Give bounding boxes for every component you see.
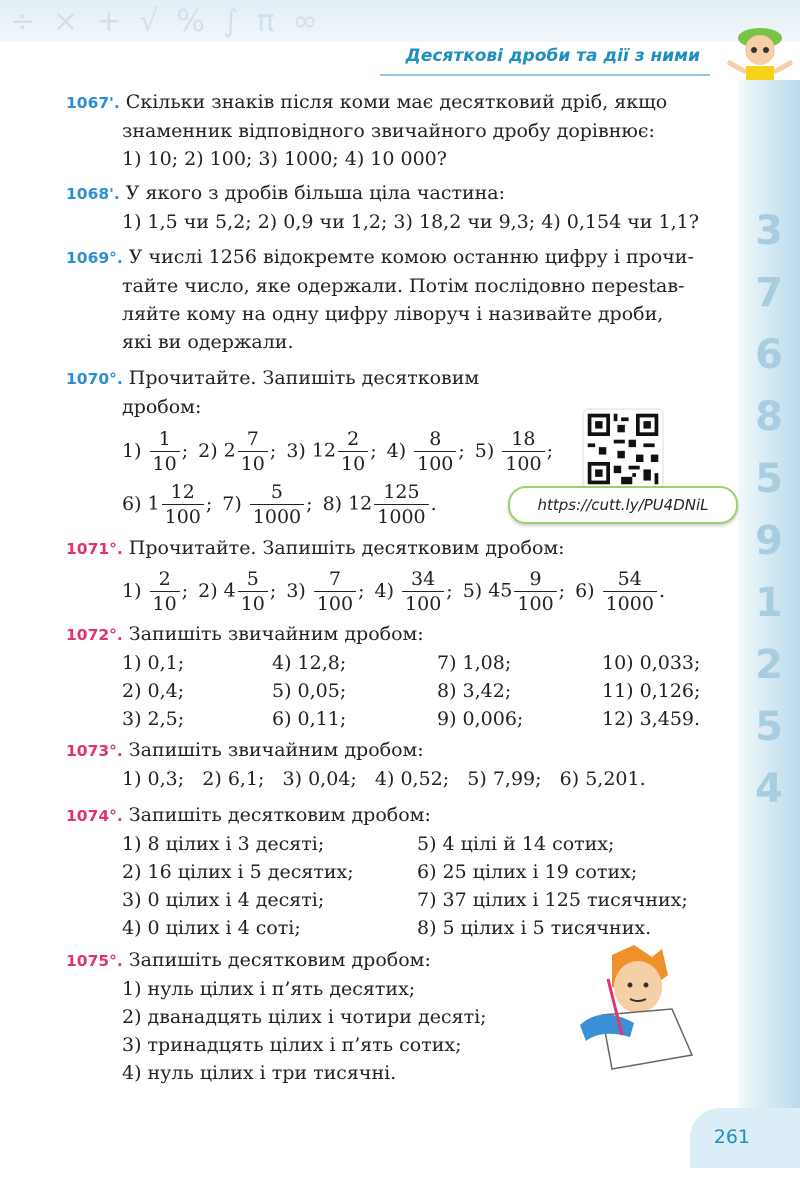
exercise-number: 1073°.: [66, 742, 123, 760]
exercise-number: 1075°.: [66, 952, 123, 970]
fraction-separator: ;: [546, 439, 553, 462]
exercise-text: У якого з дробів більша ціла частина:: [125, 182, 506, 204]
exercise-text: знаменник відповідного звичайного дробу дорівнює:: [122, 120, 655, 142]
fraction-whole: 45: [488, 579, 513, 602]
answer-item: 11) 0,126;: [602, 680, 701, 702]
fraction: [514, 567, 556, 616]
fraction-numerator: 2: [338, 427, 368, 452]
exercise-text: 1) 10; 2) 100; 3) 1000; 4) 10 000?: [122, 148, 447, 170]
fraction-numerator: 5: [238, 567, 268, 592]
fraction-denominator: 100: [316, 593, 354, 615]
fraction-denominator: 1000: [605, 593, 654, 615]
fraction-denominator: 100: [417, 453, 454, 475]
exercise-text: ляйте кому на одну цифру ліворуч і називайте дроби,: [122, 303, 664, 325]
exercise-1073: [66, 736, 646, 793]
exercise-text: Прочитайте. Запишіть десятковим: [128, 367, 480, 389]
fraction-label: 8): [322, 492, 343, 515]
fraction: [250, 480, 304, 529]
answer-item: 4) 0 цілих і 4 соті;: [122, 917, 301, 939]
answer-item: 2) 16 цілих і 5 десятих;: [122, 861, 354, 883]
exercise-number: 1069°.: [66, 249, 123, 267]
fraction-label: 1): [122, 439, 142, 462]
fraction: [314, 567, 356, 616]
fraction-row: [66, 480, 563, 529]
fraction-numerator: 54: [603, 567, 657, 592]
fraction-denominator: 100: [517, 593, 554, 615]
fraction-separator: ;: [269, 579, 277, 602]
fraction-separator: ;: [458, 439, 465, 462]
exercise-1072: [66, 620, 742, 733]
fraction-label: 5): [462, 579, 483, 602]
fraction-separator: .: [430, 492, 437, 515]
fraction-label: 2): [198, 439, 218, 462]
answer-item: 8) 3,42;: [437, 680, 512, 702]
fraction-denominator: 10: [240, 593, 265, 615]
exercise-text: 4) нуль цілих і три тисячні.: [122, 1062, 397, 1084]
fraction-separator: ;: [181, 439, 189, 462]
exercise-text: Скільки знаків після коми має десятковий дріб, якщо: [125, 91, 668, 113]
fraction-label: 6): [575, 579, 595, 602]
fraction-numerator: 12: [162, 480, 204, 505]
fraction-separator: ;: [558, 579, 566, 602]
fraction-denominator: 10: [240, 453, 265, 475]
fraction-whole: 12: [348, 492, 373, 515]
exercise-text: які ви одержали.: [122, 331, 294, 353]
fraction-whole: 1: [147, 492, 160, 515]
fraction-separator: ;: [370, 439, 377, 462]
exercise-text: 3) тринадцять цілих і п’ять сотих;: [122, 1034, 462, 1056]
exercise-number: 1070°.: [66, 370, 123, 388]
qr-code-image[interactable]: [582, 408, 664, 490]
exercise-number: 1068'.: [66, 185, 120, 203]
answer-item: 3) 0 цілих і 4 десяті;: [122, 889, 325, 911]
answer-item: 8) 5 цілих і 5 тисячних.: [417, 917, 652, 939]
fraction-row: [66, 427, 563, 476]
fraction-numerator: 125: [374, 480, 428, 505]
right-decorative-sidebar: [738, 80, 800, 1120]
fraction-numerator: 8: [414, 427, 456, 452]
fraction-separator: .: [658, 579, 665, 602]
fraction-denominator: 1000: [252, 506, 302, 528]
answer-item: 5) 4 цілі й 14 сотих;: [417, 833, 615, 855]
page-number: 261: [713, 1126, 750, 1148]
exercise-1074: [66, 801, 747, 942]
exercise-number: 1074°.: [66, 807, 123, 825]
fraction-label: 1): [122, 579, 142, 602]
fraction: [603, 567, 657, 616]
fraction: [150, 427, 180, 476]
top-decorative-band: [0, 0, 800, 42]
fraction-separator: ;: [358, 579, 365, 602]
fraction: [162, 480, 204, 529]
answer-item: 4) 12,8;: [272, 652, 347, 674]
fraction-separator: ;: [181, 579, 189, 602]
fraction-denominator: 1000: [377, 506, 426, 528]
fraction: [338, 427, 368, 476]
answer-item: 1) 0,1;: [122, 652, 185, 674]
fraction-denominator: 10: [341, 453, 366, 475]
fraction-numerator: 9: [514, 567, 556, 592]
exercise-number: 1067'.: [66, 94, 120, 112]
fraction-numerator: 1: [150, 427, 180, 452]
exercise-text: дробом:: [122, 396, 202, 418]
fraction-denominator: 10: [152, 593, 177, 615]
exercise-text: Запишіть звичайним дробом:: [128, 739, 424, 761]
exercise-text: 1) нуль цілих і п’ять десятих;: [122, 978, 416, 1000]
fraction-label: 4): [386, 439, 407, 462]
fraction-numerator: 7: [314, 567, 356, 592]
answer-item: 1) 8 цілих і 3 десяті;: [122, 833, 325, 855]
fraction-numerator: 2: [150, 567, 180, 592]
math-symbols-decoration: ÷×+√%∫π∞: [10, 4, 336, 39]
fraction-denominator: 100: [405, 593, 442, 615]
exercise-number: 1071°.: [66, 540, 123, 558]
fraction: [402, 567, 444, 616]
fraction: [238, 567, 268, 616]
exercise-1067: [66, 88, 667, 173]
fraction-denominator: 100: [164, 506, 201, 528]
answer-grid: [66, 649, 742, 733]
exercise-number: 1072°.: [66, 626, 123, 644]
answer-item: 12) 3,459.: [602, 708, 701, 730]
fraction: [374, 480, 428, 529]
fraction: [414, 427, 456, 476]
header-divider: [380, 74, 710, 76]
exercise-1071: [66, 534, 675, 616]
fraction-label: 3): [286, 579, 306, 602]
fraction-separator: ;: [306, 492, 313, 515]
fraction-separator: ;: [269, 439, 277, 462]
answer-item: 10) 0,033;: [602, 652, 701, 674]
fraction-row: [66, 567, 675, 616]
boy-writing-illustration: [572, 945, 708, 1080]
fraction-denominator: 10: [152, 453, 177, 475]
fraction-numerator: 18: [502, 427, 544, 452]
fraction-separator: ;: [205, 492, 213, 515]
fraction-whole: 12: [311, 439, 337, 462]
answer-item: 6) 25 цілих і 19 сотих;: [417, 861, 638, 883]
answer-item: 3) 2,5;: [122, 708, 185, 730]
exercise-text: Запишіть десятковим дробом:: [128, 949, 431, 971]
fraction-numerator: 5: [250, 480, 304, 505]
exercise-items: 1) 0,3; 2) 6,1; 3) 0,04; 4) 0,52; 5) 7,99; 6) 5,201.: [122, 768, 646, 790]
answer-item: 7) 37 цілих і 125 тисячних;: [417, 889, 688, 911]
fraction: [150, 567, 180, 616]
fraction-label: 2): [198, 579, 218, 602]
answer-grid: [66, 830, 747, 942]
fraction: [238, 427, 268, 476]
exercise-text: Запишіть звичайним дробом:: [128, 623, 424, 645]
fraction-numerator: 34: [402, 567, 444, 592]
exercise-1069: [66, 243, 694, 356]
sidebar-numbers-decoration: 3 7 6 8 5 9 1 2 5 4: [755, 208, 783, 812]
fraction-whole: 4: [223, 579, 236, 602]
fraction-denominator: 100: [505, 453, 542, 475]
exercise-text: Прочитайте. Запишіть десятковим дробом:: [128, 537, 565, 559]
answer-item: 5) 0,05;: [272, 680, 347, 702]
answer-item: 7) 1,08;: [437, 652, 512, 674]
exercise-1070: [66, 364, 563, 529]
fraction-label: 4): [374, 579, 395, 602]
fraction-label: 3): [286, 439, 306, 462]
fraction-label: 6): [122, 492, 142, 515]
answer-item: 9) 0,006;: [437, 708, 524, 730]
exercise-1068: [66, 179, 699, 236]
exercise-text: 2) дванадцять цілих і чотири десяті;: [122, 1006, 487, 1028]
exercise-text: У числі 1256 відокремте комою останню цифру і прочи-: [128, 246, 694, 268]
fraction-label: 5): [474, 439, 495, 462]
fraction-whole: 2: [223, 439, 236, 462]
exercise-text: тайте число, яке одержали. Потім послідовно переstав-: [122, 275, 685, 297]
answer-item: 2) 0,4;: [122, 680, 185, 702]
qr-link[interactable]: https://cutt.ly/PU4DNiL: [508, 486, 738, 524]
fraction-numerator: 7: [238, 427, 268, 452]
exercise-text: Запишіть десятковим дробом:: [128, 804, 431, 826]
fraction-label: 7): [222, 492, 242, 515]
fraction-separator: ;: [446, 579, 453, 602]
section-title: Десяткові дроби та дії з ними: [405, 46, 700, 66]
answer-item: 6) 0,11;: [272, 708, 347, 730]
exercise-1075: [66, 946, 487, 1087]
exercise-text: 1) 1,5 чи 5,2; 2) 0,9 чи 1,2; 3) 18,2 чи 9,3; 4) 0,154 чи 1,1?: [122, 211, 699, 233]
fraction: [502, 427, 544, 476]
